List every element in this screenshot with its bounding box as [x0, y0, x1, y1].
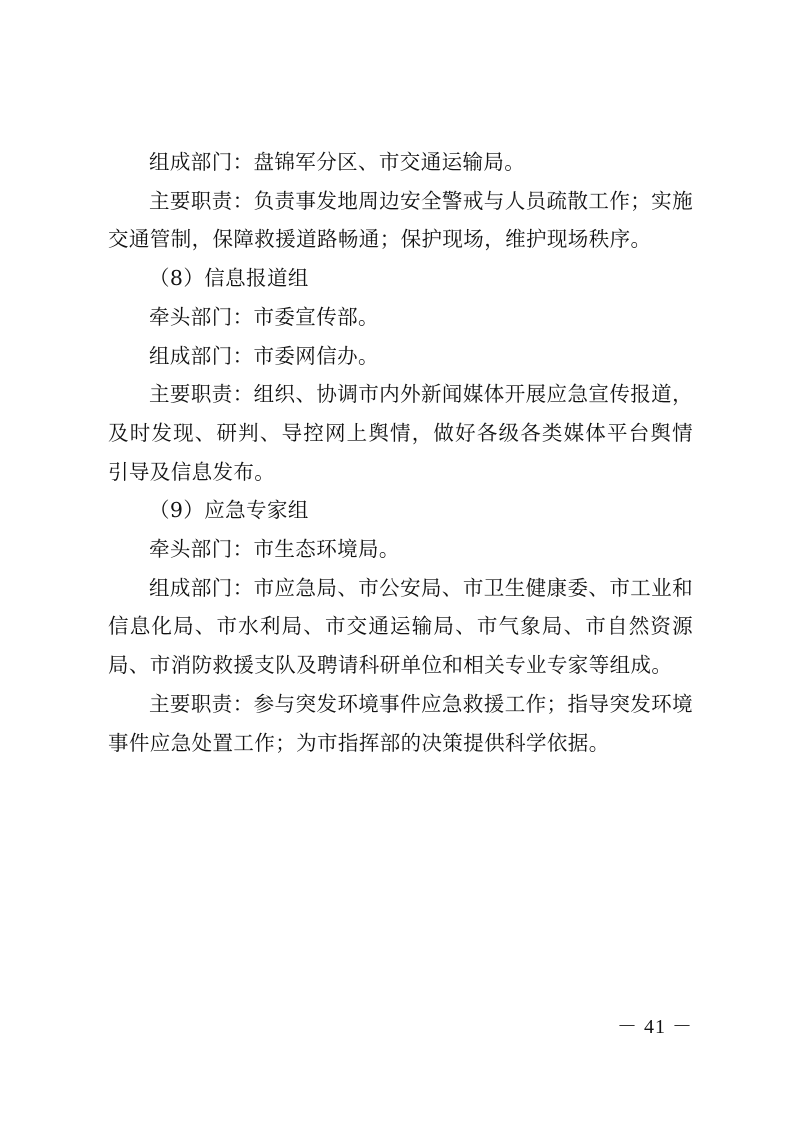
paragraph-responsibility-3: 主要职责：参与突发环境事件应急救援工作；指导突发环境事件应急处置工作；为市指挥部的决策提供科学依据。	[108, 691, 693, 755]
paragraph-responsibility-1: 主要职责：负责事发地周边安全警戒与人员疏散工作；实施交通管制，保障救援道路畅通；保护现场，维护现场秩序。	[108, 188, 693, 252]
document-body	[108, 143, 693, 762]
paragraph-composition-3: 组成部门：市应急局、市公安局、市卫生健康委、市工业和信息化局、市水利局、市交通运输局、市气象局、市自然资源局、市消防救援支队及聘请科研单位和相关专业专家等组成。	[108, 575, 693, 678]
paragraph-responsibility-2: 主要职责：组织、协调市内外新闻媒体开展应急宣传报道，及时发现、研判、导控网上舆情，做好各级各类媒体平台舆情引导及信息发布。	[108, 382, 693, 484]
paragraph-composition-1: 组成部门：盘锦军分区、市交通运输局。	[149, 150, 526, 174]
page-number: － 41 －	[617, 1016, 693, 1038]
paragraph-lead-dept-1: 牵头部门：市委宣传部。	[149, 304, 379, 329]
section-heading-expert-group: （9）应急专家组	[149, 498, 309, 523]
paragraph-composition-2: 组成部门：市委网信办。	[149, 343, 379, 368]
paragraph-lead-dept-2: 牵头部门：市生态环境局。	[149, 537, 400, 562]
section-heading-info-report: （8）信息报道组	[149, 266, 309, 291]
